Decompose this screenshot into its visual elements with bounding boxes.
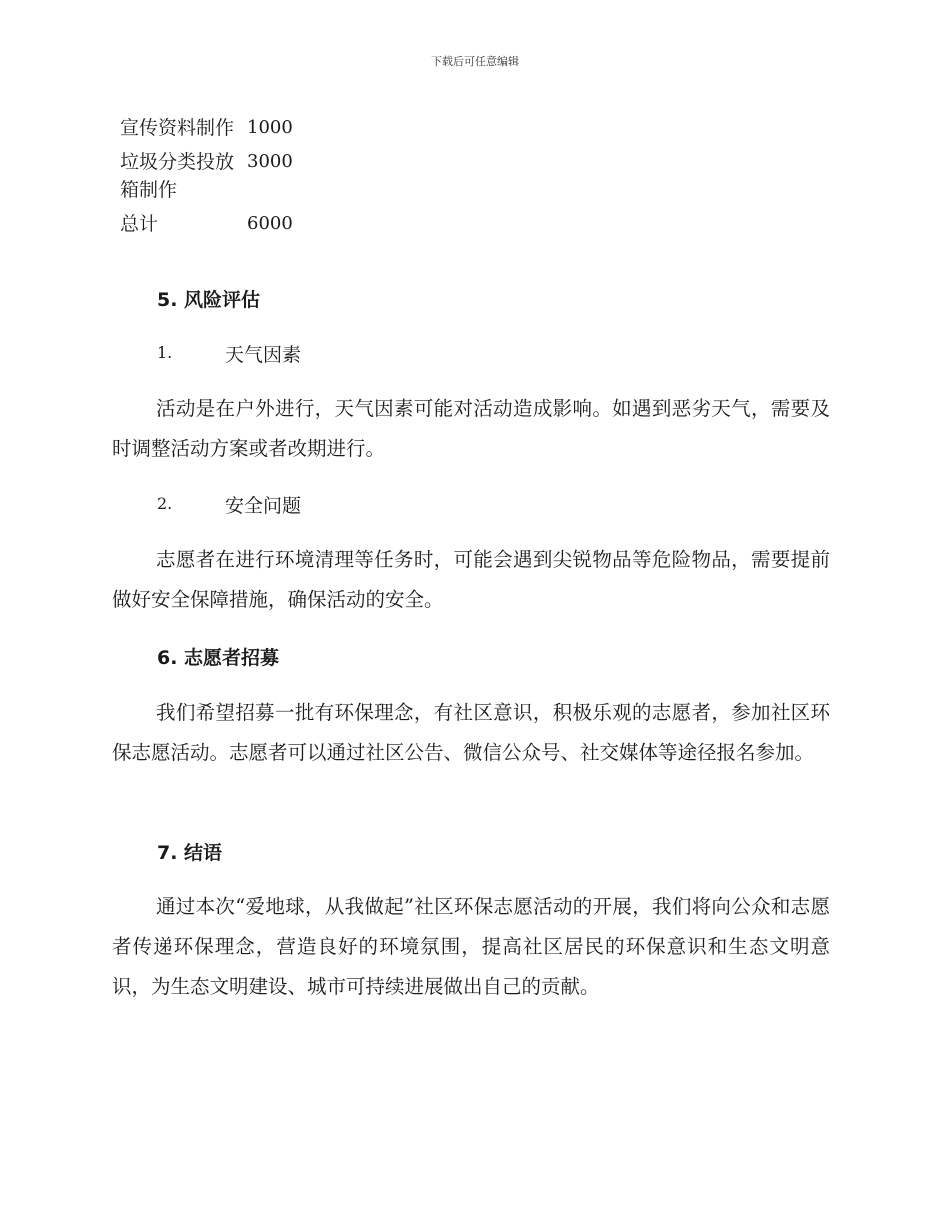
section-title-conclusion: 7. 结语	[157, 842, 223, 864]
section-title-recruit: 6. 志愿者招募	[157, 647, 280, 669]
risk-weather-paragraph: 活动是在户外进行，天气因素可能对活动造成影响。如遇到恶劣天气，需要及时调整活动方案或者改期进行。	[112, 397, 830, 460]
risk-item-weather	[157, 340, 301, 367]
conclusion-paragraph: 通过本次“爱地球，从我做起”社区环保志愿活动的开展，我们将向公众和志愿者传递环保理念，营造良好的环境氛围，提高社区居民的环保意识和生态文明意识，为生态文明建设、城市可持续进展做出自己的贡献。	[112, 895, 830, 998]
page-header: 下载后可任意编辑	[431, 55, 519, 68]
list-label: 安全问题	[225, 495, 302, 517]
budget-total-row	[112, 210, 327, 238]
budget-table	[112, 114, 327, 244]
list-number: 1.	[157, 343, 173, 362]
list-number: 2.	[157, 494, 173, 513]
budget-row	[112, 114, 327, 142]
budget-item-amount: 1000	[247, 117, 293, 138]
section-title-risk: 5. 风险评估	[157, 289, 261, 311]
budget-total-amount: 6000	[247, 213, 293, 234]
list-label: 天气因素	[225, 344, 302, 366]
budget-item-name: 宣传资料制作	[120, 117, 235, 139]
risk-item-safety	[157, 491, 301, 518]
budget-total-label: 总计	[120, 213, 159, 235]
risk-safety-paragraph: 志愿者在进行环境清理等任务时，可能会遇到尖锐物品等危险物品，需要提前做好安全保障措施，确保活动的安全。	[112, 548, 830, 611]
budget-item-amount: 3000	[247, 151, 293, 172]
budget-item-name: 垃圾分类投放箱制作	[120, 151, 235, 201]
budget-row	[112, 148, 327, 204]
recruit-paragraph: 我们希望招募一批有环保理念，有社区意识，积极乐观的志愿者，参加社区环保志愿活动。志愿者可以通过社区公告、微信公众号、社交媒体等途径报名参加。	[112, 701, 830, 764]
